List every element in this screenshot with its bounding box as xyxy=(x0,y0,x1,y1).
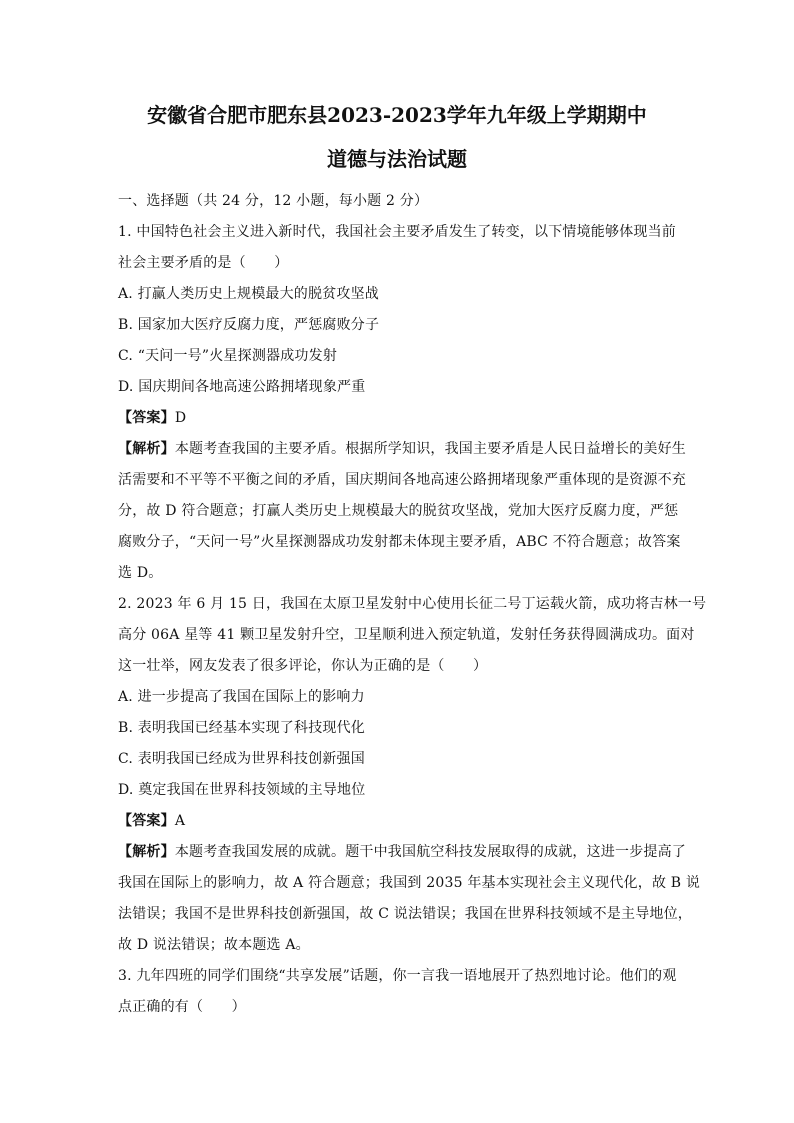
q2-answer xyxy=(118,806,676,837)
q1-analysis-line3: 分，故 D 符合题意；打赢人类历史上规模最大的脱贫攻坚战，党加大医疗反腐力度，严惩 xyxy=(118,503,679,519)
q2-answer-value: A xyxy=(174,813,186,829)
q2-analysis-line1 xyxy=(118,837,687,868)
q1-analysis-line5: 选 D。 xyxy=(118,565,163,581)
q2-option-b: B. 表明我国已经基本实现了科技现代化 xyxy=(118,720,365,736)
q1-answer-tag: 【答案】 xyxy=(118,410,175,426)
q2-stem-line3: 这一壮举，网友发表了很多评论，你认为正确的是（ ） xyxy=(118,658,488,674)
q1-answer-value: D xyxy=(174,410,187,426)
section-heading: 一、选择题（共 24 分，12 小题，每小题 2 分） xyxy=(118,193,429,209)
q1-analysis-tag: 【解析】 xyxy=(118,441,175,457)
q2-analysis-line2: 我国在国际上的影响力，故 A 符合题意；我国到 2035 年基本实现社会主义现代化，故 B 说 xyxy=(118,875,701,891)
q1-answer xyxy=(118,403,676,434)
q2-analysis-line4: 故 D 说法错误；故本题选 A。 xyxy=(118,937,310,953)
q1-option-b: B. 国家加大医疗反腐力度，严惩腐败分子 xyxy=(118,317,380,333)
q1-analysis-line2: 活需要和不平等不平衡之间的矛盾，国庆期间各地高速公路拥堵现象严重体现的是资源不充 xyxy=(118,472,686,488)
q2-stem-line2: 高分 06A 星等 41 颗卫星发射升空，卫星顺利进入预定轨道，发射任务获得圆满成功。面对 xyxy=(118,627,695,643)
q2-option-a: A. 进一步提高了我国在国际上的影响力 xyxy=(118,689,365,705)
q2-stem-line1: 2. 2023 年 6 月 15 日，我国在太原卫星发射中心使用长征二号丁运载火箭，成功将吉林一号 xyxy=(118,596,707,612)
q2-analysis-text1: 本题考查我国发展的成就。题干中我国航空科技发展取得的成就，这进一步提高了 xyxy=(174,844,687,860)
q3-stem-line1: 3. 九年四班的同学们围绕“共享发展”话题，你一言我一语地展开了热烈地讨论。他们的观 xyxy=(118,968,677,984)
q2-analysis-line3: 法错误；我国不是世界科技创新强国，故 C 说法错误；我国在世界科技领域不是主导地位， xyxy=(118,906,693,922)
q1-stem-line2: 社会主要矛盾的是（ ） xyxy=(118,255,289,271)
q1-analysis-text1: 本题考查我国的主要矛盾。根据所学知识，我国主要矛盾是人民日益增长的美好生 xyxy=(174,441,687,457)
q2-answer-tag: 【答案】 xyxy=(118,813,175,829)
q1-option-a: A. 打赢人类历史上规模最大的脱贫攻坚战 xyxy=(118,286,380,302)
q1-option-d: D. 国庆期间各地高速公路拥堵现象严重 xyxy=(118,379,366,395)
q1-stem-line1: 1. 中国特色社会主义进入新时代，我国社会主要矛盾发生了转变，以下情境能够体现当前 xyxy=(118,224,677,240)
q1-option-c: C. “天问一号”火星探测器成功发射 xyxy=(118,348,338,364)
doc-title-line1: 安徽省合肥市肥东县2023-2023学年九年级上学期期中 xyxy=(147,103,647,127)
q1-analysis-line4: 腐败分子，“天问一号”火星探测器成功发射都未体现主要矛盾，ABC 不符合题意；故答案 xyxy=(118,534,681,550)
q2-option-d: D. 奠定我国在世界科技领域的主导地位 xyxy=(118,782,366,798)
q3-stem-line2: 点正确的有（ ） xyxy=(118,999,246,1015)
q2-option-c: C. 表明我国已经成为世界科技创新强国 xyxy=(118,751,365,767)
question-2 xyxy=(118,589,707,961)
doc-title-line2: 道德与法治试题 xyxy=(327,147,467,171)
q2-analysis-tag: 【解析】 xyxy=(118,844,175,860)
q1-analysis-line1 xyxy=(118,434,687,465)
question-1 xyxy=(118,217,687,589)
question-3 xyxy=(118,961,676,1023)
